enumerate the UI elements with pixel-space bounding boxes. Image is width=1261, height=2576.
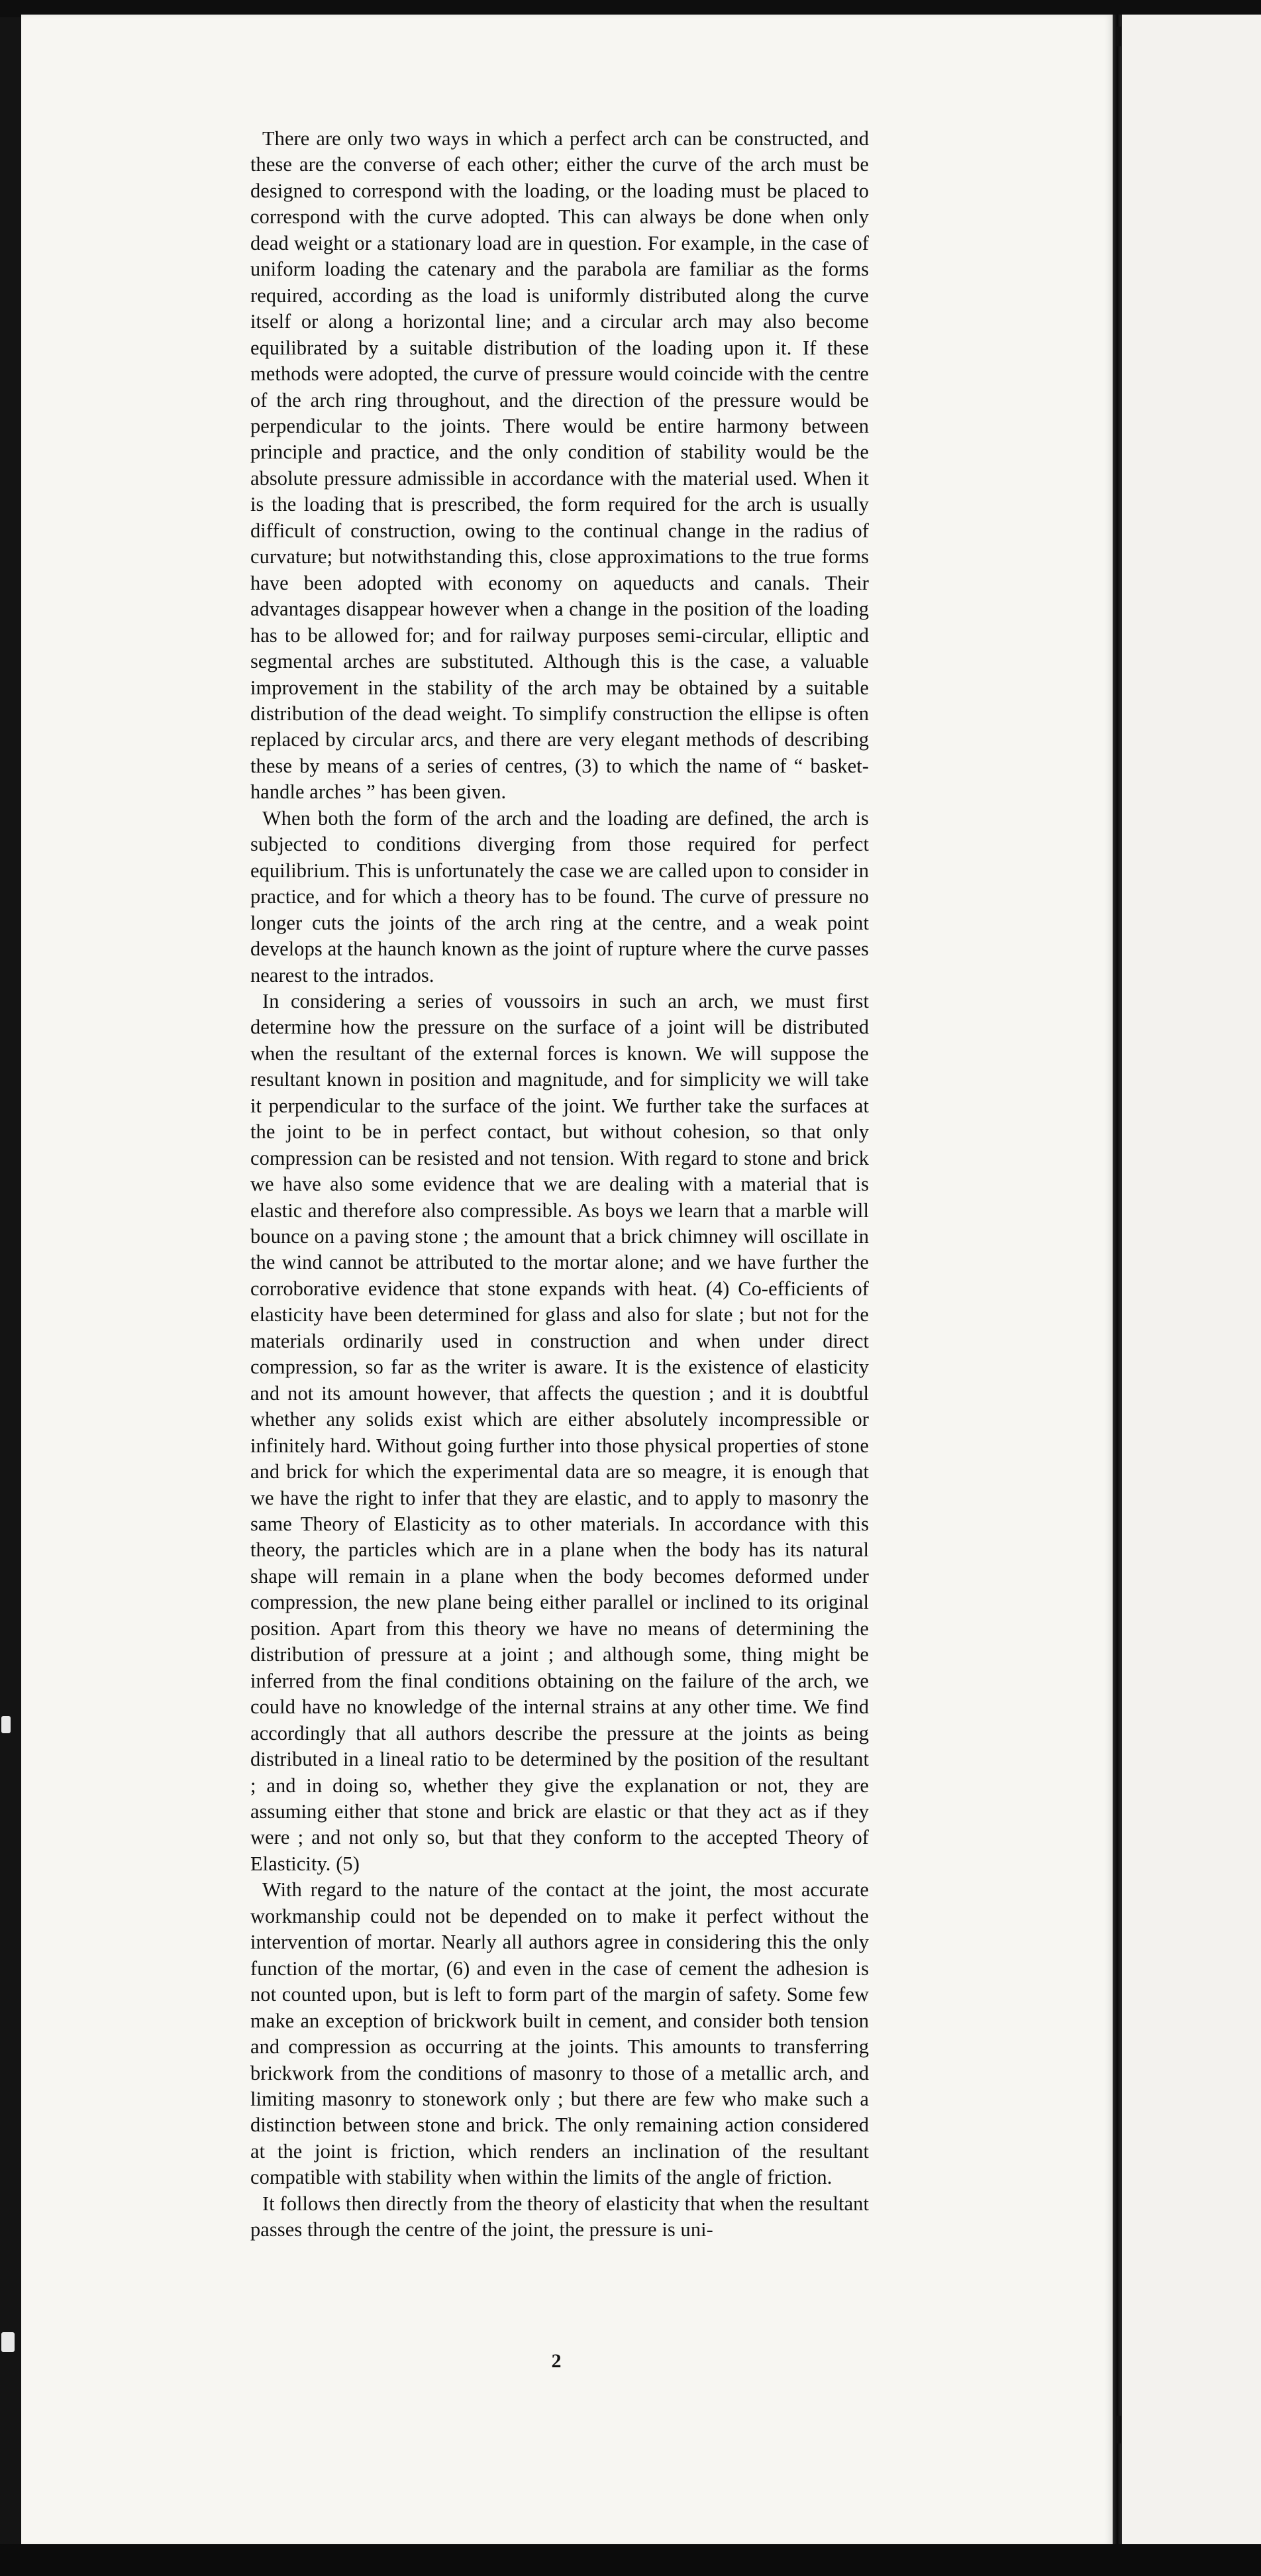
scan-speck xyxy=(1,2332,15,2352)
adjacent-page-edge xyxy=(1122,15,1261,2546)
paragraph: With regard to the nature of the contact at the joint, the most accurate workmanship could not be depended on to make it perfect without the intervention of mortar. Nearly all authors agree in considering this the only function of the mortar, (6) and even in the case of cement the adhesion is not counted upon, but is left to form part of the margin of safety. Some few make an exception of brickwork built in cement, and consider both tension and compression as occurring at the joints. This amounts to transferring brickwork from the conditions of masonry to those of a metallic arch, and limiting masonry to stonework only ; but there are few who make such a distinction between stone and brick. The only remaining action considered at the joint is friction, which renders an inclination of the resultant compatible with stability when within the limits of the angle of friction. xyxy=(250,1878,869,2189)
body-text-column xyxy=(250,126,869,2243)
adjacent-page-mark xyxy=(1116,27,1121,46)
scan-border-bottom xyxy=(0,2544,1261,2576)
paragraph: In considering a series of voussoirs in such an arch, we must first determine how the pressure on the surface of a joint will be distributed when the resultant of the external forces is known. We will suppose the resultant known in position and magnitude, and for simplicity we will take it perpendicular to the surface of the joint. We further take the surfaces at the joint to be in perfect contact, but without cohesion, so that only compression can be resisted and not tension. With regard to stone and brick we have also some evidence that we are dealing with a material that is elastic and therefore also compressible. As boys we learn that a marble will bounce on a paving stone ; the amount that a brick chimney will oscillate in the wind cannot be attributed to the mortar alone; and we have further the corroborative evidence that stone expands with heat. (4) Co-efficients of elasticity have been determined for glass and also for slate ; but not for the materials ordinarily used in construction and when under direct compression, so far as the writer is aware. It is the existence of elasticity and not its amount however, that affects the question ; and it is doubtful whether any solids exist which are either absolutely incompressible or infinitely hard. Without going further into those physical properties of stone and brick for which the experimental data are so meagre, it is enough that we have the right to infer that they are elastic, and to apply to masonry the same Theory of Elasticity as to other materials. In accordance with this theory, the particles which are in a plane when the body has its natural shape will remain in a plane when the body becomes deformed under compression, the new plane being either parallel or inclined to its original position. Apart from this theory we have no means of determining the distribution of pressure at a joint ; and although some, thing might be inferred from the final conditions obtaining on the failure of the arch, we could have no knowledge of the internal strains at any other time. We find accordingly that all authors describe the pressure at the joints as being distributed in a lineal ratio to be determined by the position of the resultant ; and in doing so, whether they give the explanation or not, they are assuming either that stone and brick are elastic or that they act as if they were ; and not only so, but that they conform to the accepted Theory of Elasticity. (5) xyxy=(250,989,869,1875)
scan-speck xyxy=(1,1716,11,1733)
paragraph: When both the form of the arch and the loading are defined, the arch is subjected to conditions diverging from those required for perfect equilibrium. This is unfortunately the case we are called upon to consider in practice, and for which a theory has to be found. The curve of pressure no longer cuts the joints of the arch ring at the centre, and a weak point develops at the haunch known as the joint of rupture where the curve passes nearest to the intrados. xyxy=(250,806,869,987)
binding-gutter xyxy=(1113,15,1122,2546)
page-number: 2 xyxy=(551,2350,562,2372)
adjacent-page-mark xyxy=(1116,2416,1121,2443)
paragraph: There are only two ways in which a perfect arch can be constructed, and these are the converse of each other; either the curve of the arch must be designed to correspond with the loading, or the loading must be placed to correspond with the curve adopted. This can always be done when only dead weight or a stationary load are in question. For example, in the case of uniform loading the catenary and the parabola are familiar as the forms required, according as the load is uniformly distributed along the curve itself or along a horizontal line; and a circular arch may also become equilibrated by a suitable distribution of the loading upon it. If these methods were adopted, the curve of pressure would coincide with the centre of the arch ring throughout, and the direction of the pressure would be perpendicular to the joints. There would be entire harmony between principle and practice, and the only condition of stability would be the absolute pressure admissible in accordance with the material used. When it is the loading that is prescribed, the form required for the arch is usually difficult of construction, owing to the continual change in the radius of curvature; but notwithstanding this, close approximations to the true forms have been adopted with economy on aqueducts and canals. Their advantages disappear however when a change in the position of the loading has to be allowed for; and for railway purposes semi-circular, elliptic and segmental arches are substituted. Although this is the case, a valuable improvement in the stability of the arch may be obtained by a suitable distribution of the dead weight. To simplify construction the ellipse is often replaced by circular arcs, and there are very elegant methods of describing these by means of a series of centres, (3) to which the name of “ basket-handle arches ” has been given. xyxy=(250,127,869,804)
paragraph: It follows then directly from the theory of elasticity that when the resultant passes through the centre of the joint, the pressure is uni- xyxy=(250,2192,869,2241)
